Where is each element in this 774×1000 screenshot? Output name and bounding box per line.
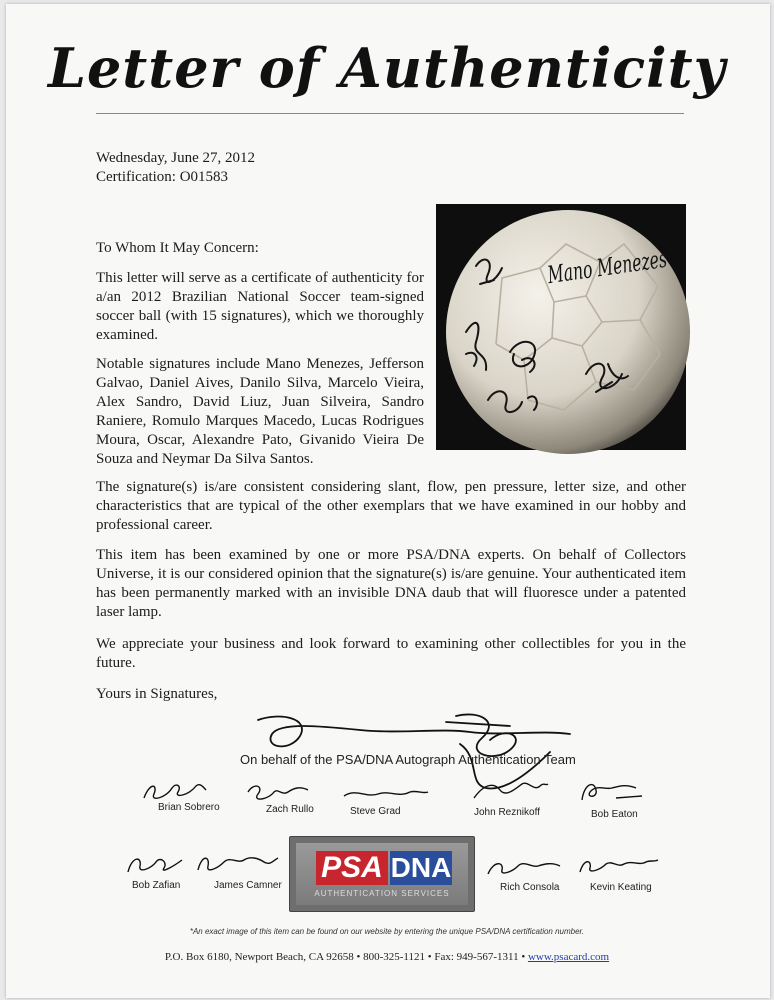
signature-rich-consola bbox=[484, 856, 564, 880]
signatory-name: Rich Consola bbox=[500, 882, 560, 893]
signature-james-camner bbox=[192, 850, 280, 878]
title-divider bbox=[96, 113, 684, 114]
signature-brian-sobrero bbox=[140, 778, 210, 804]
website-link[interactable]: www.psacard.com bbox=[527, 951, 610, 963]
dna-logo-text: DNA bbox=[390, 852, 452, 883]
letter-date: Wednesday, June 27, 2012 bbox=[96, 150, 256, 166]
psa-dna-logo bbox=[296, 843, 468, 905]
body-paragraph-1: This letter will serve as a certificate of authenticity for a/an 2012 Brazilian National Soccer team-signed soccer ball (with 15 signatures), which we thoroughly examined. bbox=[96, 270, 424, 343]
signature-zach-rullo bbox=[244, 780, 314, 804]
signature-john-reznikoff bbox=[470, 778, 550, 804]
signatory-name: Bob Eaton bbox=[591, 809, 638, 820]
salutation: To Whom It May Concern: bbox=[96, 240, 259, 256]
address-text: P.O. Box 6180, Newport Beach, CA 92658 • 800-325-1121 • Fax: 949-567-1311 • bbox=[164, 951, 528, 963]
footer-address bbox=[0, 951, 774, 963]
signature-bob-zafian bbox=[124, 852, 188, 878]
psa-dna-logo-badge bbox=[289, 836, 475, 912]
signatory-name: Steve Grad bbox=[350, 806, 401, 817]
authentication-team-label: On behalf of the PSA/DNA Autograph Authentication Team bbox=[240, 752, 576, 767]
certification-number: Certification: O01583 bbox=[96, 169, 229, 185]
signatory-name: James Camner bbox=[214, 880, 282, 891]
signatory-name: Zach Rullo bbox=[266, 804, 314, 815]
signatory-name: Bob Zafian bbox=[132, 880, 181, 891]
body-paragraph-4: This item has been examined by one or more PSA/DNA experts. On behalf of Collectors Universe, it is our considered opinion that the signature(s) is/are genuine. Your authenticated item has been permanently marked with an invisible DNA daub that will fluoresce under a patented laser lamp. bbox=[96, 547, 686, 620]
body-paragraph-5: We appreciate your business and look forward to examining other collectibles for you in the future. bbox=[96, 636, 686, 671]
signatory-name: Kevin Keating bbox=[590, 882, 652, 893]
signatory-name: John Reznikoff bbox=[474, 807, 540, 818]
ball-signature-text: Mano Menezes bbox=[545, 235, 733, 290]
signature-bob-eaton bbox=[576, 778, 646, 806]
signature-steve-grad bbox=[340, 784, 430, 806]
signature-kevin-keating bbox=[576, 854, 660, 878]
signatory-name: Brian Sobrero bbox=[158, 802, 220, 813]
logo-subtitle: AUTHENTICATION SERVICES bbox=[314, 889, 450, 898]
body-paragraph-3: The signature(s) is/are consistent considering slant, flow, pen pressure, letter size, and other characteristics that are typical of the other exemplars that we have examined in our hobby and professional career. bbox=[96, 479, 686, 533]
body-paragraph-2: Notable signatures include Mano Menezes, Jefferson Galvao, Daniel Aives, Danilo Silva, Marcelo Vieira, Alex Sandro, David Liuz, Juan Silveira, Sandro Raniere, Romulo Marques Macedo, Lucas Rodrigues Moura, Oscar, Alexandre Pato, Givanido Vieira De Souza and Neymar Da Silva Santos. bbox=[96, 356, 424, 467]
footnote: *An exact image of this item can be found on our website by entering the unique PSA/DNA certification number. bbox=[189, 927, 585, 936]
closing: Yours in Signatures, bbox=[96, 686, 218, 702]
psa-logo-text: PSA bbox=[316, 851, 388, 885]
letter-title: Letter of Authenticity bbox=[47, 36, 726, 100]
signed-soccer-ball-photo bbox=[436, 204, 733, 450]
